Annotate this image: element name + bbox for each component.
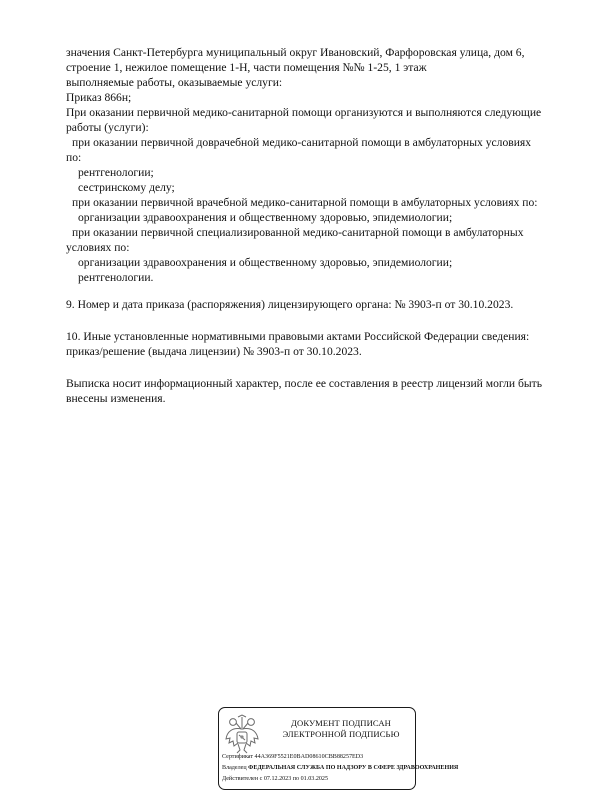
text-line: рентгенологии; xyxy=(78,166,154,179)
text-line: работы (услуги): xyxy=(66,121,149,134)
certificate-owner xyxy=(222,764,458,772)
text-line: внесены изменения. xyxy=(66,392,166,405)
text-line: строение 1, нежилое помещение 1-Н, части помещения №№ 1-25, 1 этаж xyxy=(66,61,427,74)
certificate-number: Сертификат 44A369F5521E0BAD08610CBB88257ED3 xyxy=(222,754,364,760)
text-line: приказ/решение (выдача лицензии) № 3903-п от 30.10.2023. xyxy=(66,345,362,358)
text-line: При оказании первичной медико-санитарной помощи организуются и выполняются следующие xyxy=(66,106,542,119)
owner-label: Владелец xyxy=(222,765,247,771)
text-line: при оказании первичной доврачебной медико-санитарной помощи в амбулаторных условиях xyxy=(72,136,532,149)
text-line: Приказ 866н; xyxy=(66,91,132,104)
text-line: условиях по: xyxy=(66,241,130,254)
text-line: рентгенологии. xyxy=(78,271,154,284)
text-line: по: xyxy=(66,151,82,164)
text-line: сестринскому делу; xyxy=(78,181,175,194)
stamp-title-line2: ЭЛЕКТРОННОЙ ПОДПИСЬЮ xyxy=(282,729,400,739)
text-line: организации здравоохранения и общественному здоровью, эпидемиологии; xyxy=(78,256,453,269)
text-line: 10. Иные установленные нормативными правовыми актами Российской Федерации сведения: xyxy=(66,330,530,343)
coat-of-arms-icon xyxy=(222,713,262,755)
text-line: 9. Номер и дата приказа (распоряжения) лицензирующего органа: № 3903-п от 30.10.2023. xyxy=(66,298,514,311)
text-line: значения Санкт-Петербурга муниципальный округ Ивановский, Фарфоровская улица, дом 6, xyxy=(66,46,525,59)
text-line: при оказании первичной специализированной медико-санитарной помощи в амбулаторных xyxy=(72,226,524,239)
text-line: организации здравоохранения и общественному здоровью, эпидемиологии; xyxy=(78,211,453,224)
text-line: выполняемые работы, оказываемые услуги: xyxy=(66,76,283,89)
electronic-signature-stamp xyxy=(218,707,459,790)
text-line: при оказании первичной врачебной медико-санитарной помощи в амбулаторных условиях по: xyxy=(72,196,538,209)
certificate-validity: Действителен с 07.12.2023 по 01.03.2025 xyxy=(222,776,329,782)
owner-value: ФЕДЕРАЛЬНАЯ СЛУЖБА ПО НАДЗОРУ В СФЕРЕ ЗДРАВООХРАНЕНИЯ xyxy=(248,765,459,771)
text-line: Выписка носит информационный характер, после ее составления в реестр лицензий могли быть xyxy=(66,377,542,390)
stamp-title-line1: ДОКУМЕНТ ПОДПИСАН xyxy=(291,718,391,728)
